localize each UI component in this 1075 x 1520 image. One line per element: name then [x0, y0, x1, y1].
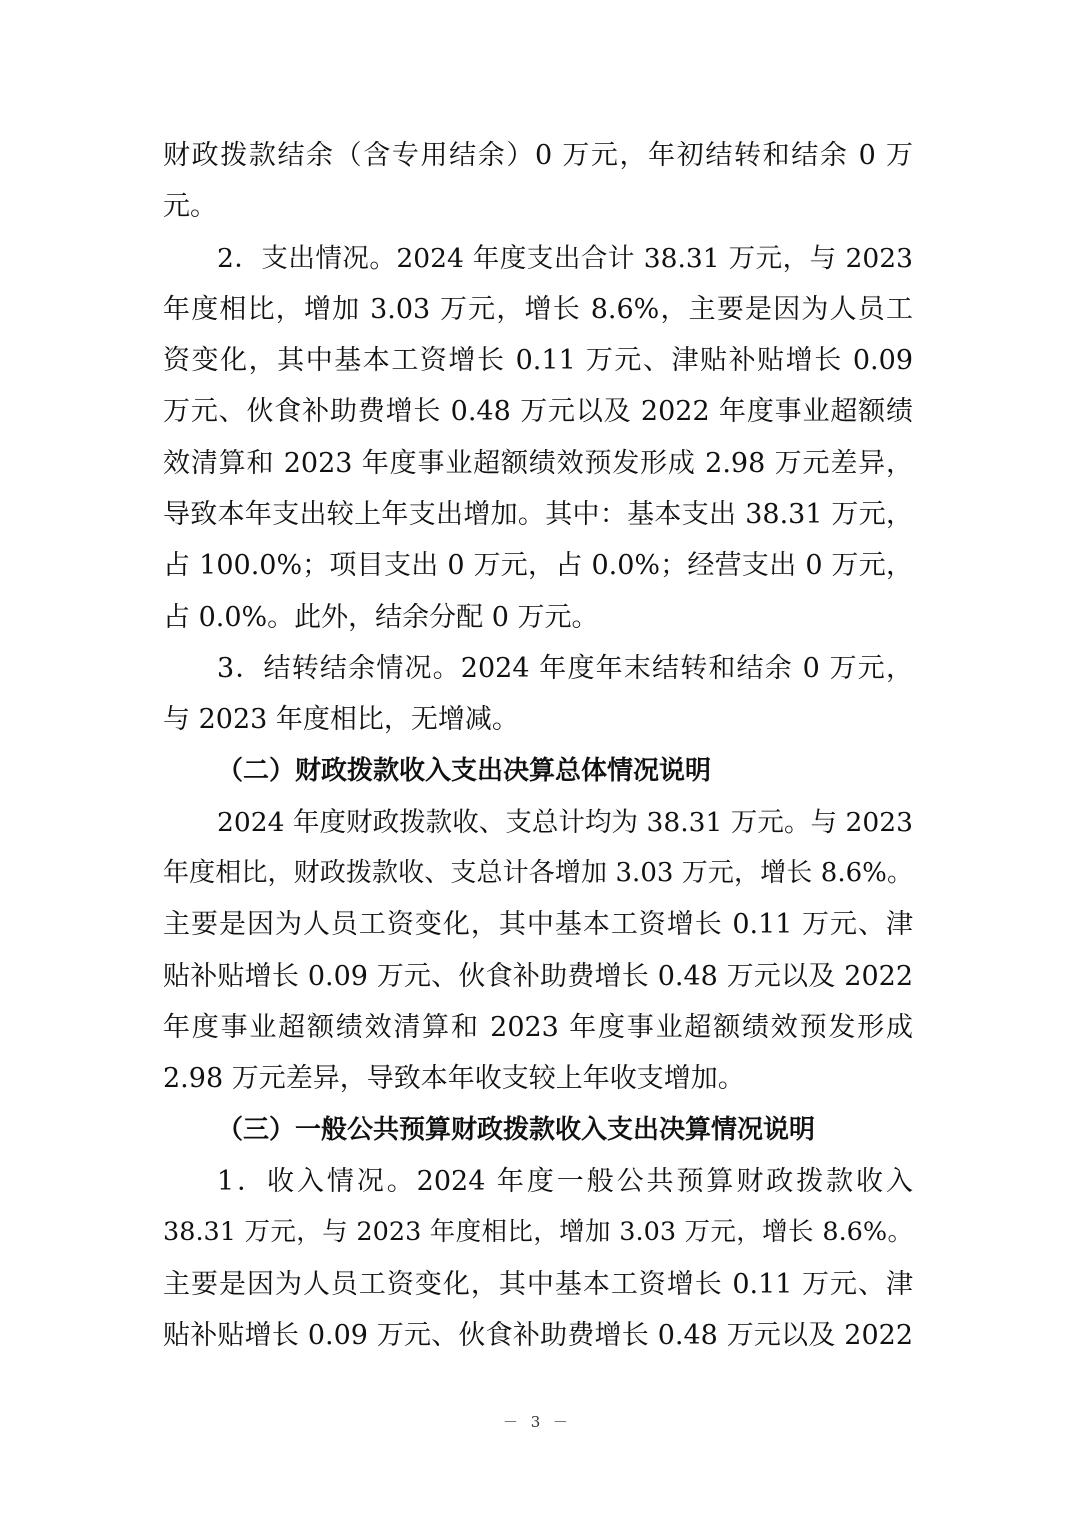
document-body: [163, 130, 913, 1361]
text-line: 占 100.0%；项目支出 0 万元，占 0.0%；经营支出 0 万元，: [163, 550, 913, 582]
text-line: 导致本年支出较上年支出增加。其中：基本支出 38.31 万元，: [163, 499, 913, 531]
text-line: 与 2023 年度相比，无增减。: [163, 704, 519, 736]
text-line: 主要是因为人员工资变化，其中基本工资增长 0.11 万元、津: [163, 1268, 913, 1300]
text-line: 占 0.0%。此外，结余分配 0 万元。: [163, 601, 599, 633]
text-line: 1．收入情况。2024 年度一般公共预算财政拨款收入: [217, 1165, 913, 1197]
text-line: 3．结转结余情况。2024 年度年末结转和结余 0 万元，: [217, 652, 913, 684]
text-line: 2024 年度财政拨款收、支总计均为 38.31 万元。与 2023: [217, 806, 913, 838]
text-line: 2.98 万元差异，导致本年收支较上年收支增加。: [163, 1063, 745, 1095]
text-line: 元。: [163, 191, 217, 223]
text-line: 资变化，其中基本工资增长 0.11 万元、津贴补贴增长 0.09: [163, 345, 913, 377]
text-line: 年度相比，财政拨款收、支总计各增加 3.03 万元，增长 8.6%。: [163, 858, 913, 889]
text-line: 年度事业超额绩效清算和 2023 年度事业超额绩效预发形成: [163, 1012, 913, 1044]
text-line: 财政拨款结余（含专用结余）0 万元，年初结转和结余 0 万: [163, 140, 913, 171]
section-heading: （二）财政拨款收入支出决算总体情况说明: [217, 755, 712, 786]
text-line: 38.31 万元，与 2023 年度相比，增加 3.03 万元，增长 8.6%。: [163, 1217, 913, 1248]
section-heading: （三）一般公共预算财政拨款收入支出决算情况说明: [217, 1114, 816, 1145]
text-line: 贴补贴增长 0.09 万元、伙食补助费增长 0.48 万元以及 2022: [163, 960, 913, 992]
text-line: 效清算和 2023 年度事业超额绩效预发形成 2.98 万元差异，: [163, 447, 913, 479]
page-number: － 3 －: [502, 1413, 573, 1431]
text-line: 年度相比，增加 3.03 万元，增长 8.6%，主要是因为人员工: [163, 293, 913, 325]
text-line: 2．支出情况。2024 年度支出合计 38.31 万元，与 2023: [217, 242, 913, 274]
text-line: 主要是因为人员工资变化，其中基本工资增长 0.11 万元、津: [163, 909, 913, 941]
text-line: 万元、伙食补助费增长 0.48 万元以及 2022 年度事业超额绩: [163, 396, 913, 428]
text-line: 贴补贴增长 0.09 万元、伙食补助费增长 0.48 万元以及 2022: [163, 1319, 913, 1351]
